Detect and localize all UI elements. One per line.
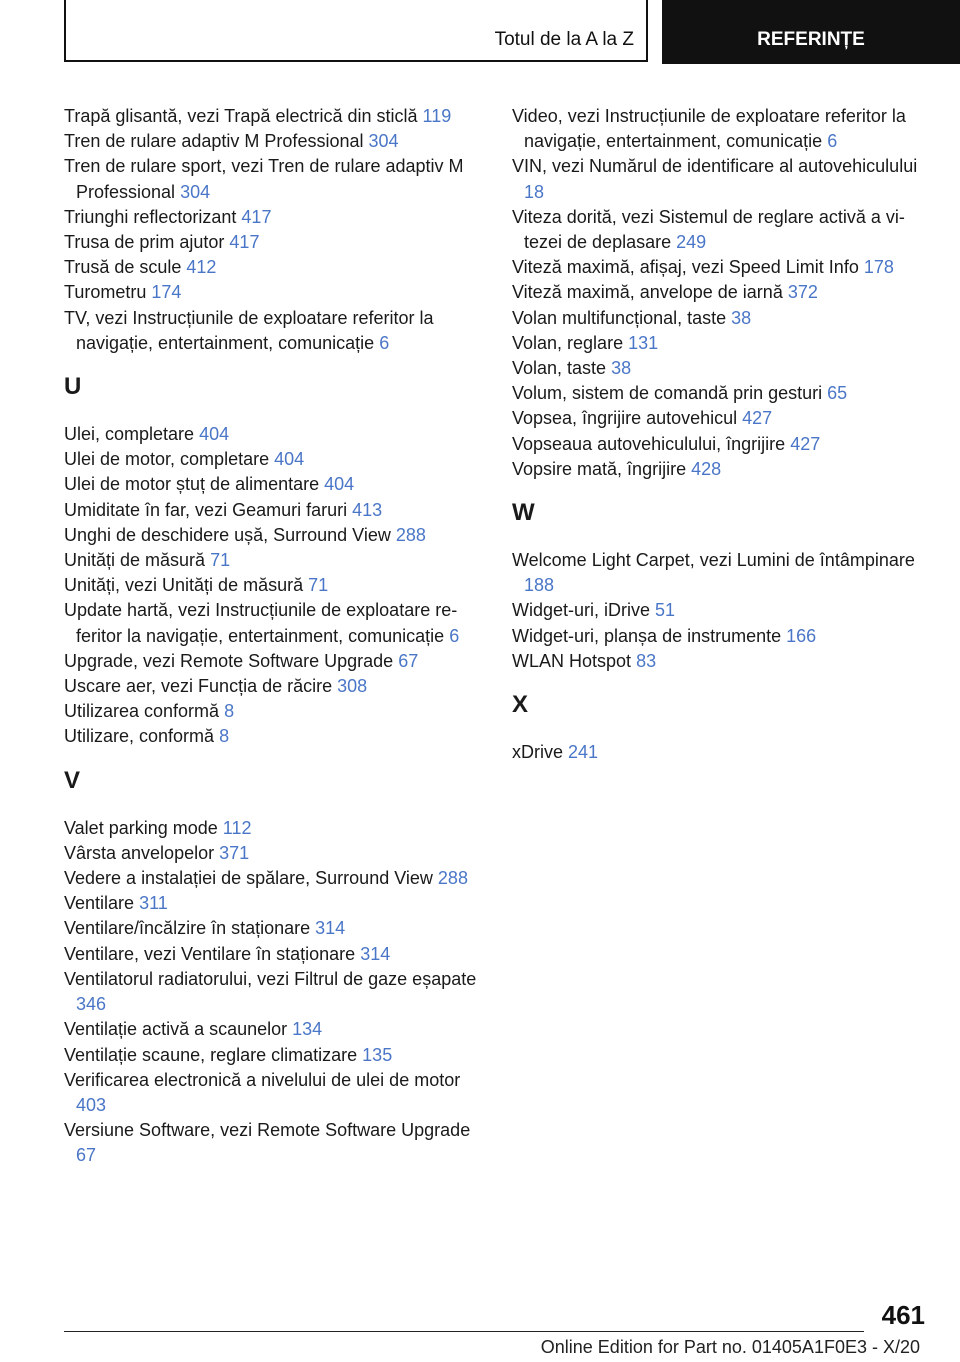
index-entry (64, 104, 478, 129)
index-entry-text: Valet parking mode (64, 817, 218, 838)
page-reference-link[interactable]: 304 (368, 131, 399, 152)
index-entry-text: Vopsea, îngrijire autovehicul (512, 408, 738, 429)
page-reference-link[interactable]: 249 (676, 232, 707, 253)
index-entry (64, 1118, 478, 1168)
page-reference-link[interactable]: 314 (360, 943, 391, 964)
page-reference-link[interactable]: 166 (786, 625, 817, 646)
index-entry (512, 356, 930, 381)
page-reference-link[interactable]: 417 (229, 232, 260, 253)
index-entry (512, 205, 930, 255)
page-reference-link[interactable]: 38 (731, 307, 752, 328)
page-reference-link[interactable]: 371 (219, 842, 250, 863)
page-reference-link[interactable]: 119 (422, 106, 452, 126)
index-entry-text: Ulei, completare (64, 424, 195, 445)
index-entry-text: Ventilare (64, 893, 135, 914)
index-entry-text: Turometru (64, 282, 147, 303)
index-entry-text: Unități, vezi Unități de măsură (64, 575, 304, 596)
page-reference-link[interactable]: 403 (76, 1094, 107, 1115)
index-entry-text: Volan, reglare (512, 332, 624, 353)
footer-divider (64, 1331, 864, 1332)
page-reference-link[interactable]: 6 (379, 332, 390, 353)
page-reference-link[interactable]: 8 (219, 726, 230, 747)
index-entry-text: Umiditate în far, vezi Geamuri faruri (64, 499, 348, 520)
index-entry-text: Welcome Light Carpet, vezi Lumini de întâmpinare (512, 550, 915, 571)
page-reference-link[interactable]: 83 (636, 650, 657, 671)
page-reference-link[interactable]: 428 (691, 458, 722, 479)
index-entry-text: Ventilatorul radiatorului, vezi Filtrul de gaze eșapate (64, 968, 477, 989)
page-reference-link[interactable]: 417 (241, 206, 272, 227)
page-reference-link[interactable]: 6 (827, 131, 838, 152)
index-entry (64, 816, 478, 841)
index-entry (512, 457, 930, 482)
index-entry-text: Ventilare, vezi Ventilare în staționare (64, 943, 356, 964)
index-entry (64, 280, 478, 305)
index-entry (512, 406, 930, 431)
index-entry (64, 916, 478, 941)
index-entry-text: Triunghi reflectorizant (64, 206, 237, 227)
index-entry-text: Versiune Software, vezi Remote Software Upgrade (64, 1120, 471, 1141)
index-entry (512, 548, 930, 598)
index-entry (64, 674, 478, 699)
index-letter-heading: X (512, 691, 529, 719)
index-entry (64, 841, 478, 866)
index-entry (64, 129, 478, 154)
index-entry-text: Video, vezi Instrucțiunile de exploatare referitor la navigație, entertainment, comunicație (512, 106, 906, 152)
index-entry-text: Ulei de motor, completare (64, 449, 270, 470)
index-entry (512, 280, 930, 305)
index-entry-text: Verificarea electronică a nivelului de ulei de motor (64, 1069, 461, 1090)
index-entry-text: Utilizarea conformă (64, 701, 220, 722)
index-entry (512, 255, 930, 280)
index-entry (64, 699, 478, 724)
page-reference-link[interactable]: 288 (437, 868, 468, 889)
index-entry-text: Volan multifuncțional, taste (512, 307, 727, 328)
index-entry-text: Utilizare, conformă (64, 726, 215, 747)
index-entry (512, 598, 930, 623)
index-entry-text: Ventilație scaune, reglare climatizare (64, 1044, 358, 1065)
index-entry (64, 230, 478, 255)
index-entry (64, 598, 478, 648)
page-reference-link[interactable]: 67 (76, 1145, 97, 1166)
edition-footer: Online Edition for Part no. 01405A1F0E3 - X/20 (540, 1337, 920, 1357)
index-entry (64, 523, 478, 548)
index-entry (64, 306, 478, 356)
page-reference-link[interactable]: 241 (568, 742, 599, 763)
index-entry-text: WLAN Hotspot (512, 650, 632, 671)
page-reference-link[interactable]: 314 (315, 918, 346, 939)
page-reference-link[interactable]: 412 (186, 257, 217, 278)
page-reference-link[interactable]: 71 (210, 550, 231, 571)
index-entry-text: Ventilare/încălzire în staționare (64, 918, 311, 939)
page-number: 461 (881, 1300, 925, 1330)
index-entry-text: Viteză maximă, afișaj, vezi Speed Limit Info (512, 257, 859, 278)
index-entry (64, 724, 478, 749)
index-entry (512, 381, 930, 406)
page-reference-link[interactable]: 18 (524, 181, 545, 202)
page-reference-link[interactable]: 404 (199, 424, 230, 445)
index-entry-text: Vopsire mată, îngrijire (512, 458, 687, 479)
index-entry (64, 967, 478, 1017)
index-letter-heading: U (64, 373, 82, 401)
index-entry (512, 624, 930, 649)
index-entry-text: Vopseaua autovehiculului, îngrijire (512, 433, 786, 454)
index-entry (64, 205, 478, 230)
index-column-right (512, 104, 930, 765)
page-reference-link[interactable]: 8 (224, 701, 235, 722)
page-reference-link[interactable]: 404 (274, 449, 305, 470)
chapter-tab[interactable] (64, 0, 648, 62)
index-entry-text: Ulei de motor ștuț de alimentare (64, 474, 320, 495)
index-entry-text: TV, vezi Instrucțiunile de exploatare referitor la navigație, entertainment, comunicație (64, 307, 434, 353)
index-entry-text: Ventilație activă a scaunelor (64, 1019, 288, 1040)
index-entry (512, 331, 930, 356)
page-reference-link[interactable]: 38 (611, 358, 632, 379)
index-letter-heading: V (64, 766, 81, 794)
index-entry-text: Tren de rulare sport, vezi Tren de rulare adaptiv M Professional (64, 156, 464, 202)
page-reference-link[interactable]: 311 (139, 893, 168, 914)
index-entry (512, 432, 930, 457)
index-entry-text: Vârsta anvelopelor (64, 842, 215, 863)
index-entry (64, 255, 478, 280)
index-entry (64, 1017, 478, 1042)
index-entry (64, 447, 478, 472)
index-entry-text: Unghi de deschidere ușă, Surround View (64, 524, 391, 545)
index-column-left (64, 104, 478, 1169)
page-reference-link[interactable]: 134 (292, 1019, 323, 1040)
index-entry-text: Widget-uri, planșa de instrumente (512, 625, 782, 646)
index-entry (512, 154, 930, 204)
index-entry (512, 306, 930, 331)
index-entry-text: Update hartă, vezi Instrucțiunile de exploatare referitor la navigație, entertainment, comunicație (64, 600, 458, 646)
index-entry (64, 942, 478, 967)
index-entry-text: Tren de rulare adaptiv M Professional (64, 131, 364, 152)
index-entry-text: Trapă glisantă, vezi Trapă electrică din sticlă (64, 106, 418, 126)
index-entry (64, 866, 478, 891)
page-reference-link[interactable]: 174 (151, 282, 182, 303)
index-entry-text: Unități de măsură (64, 550, 206, 571)
index-entry (64, 649, 478, 674)
index-entry (512, 740, 930, 765)
index-letter-heading: W (512, 499, 535, 527)
index-entry (64, 1068, 478, 1118)
index-entry-text: xDrive (512, 742, 564, 763)
page-reference-link[interactable]: 413 (352, 499, 383, 520)
chapter-tab-label: Totul de la A la Z (494, 29, 634, 50)
page-reference-link[interactable]: 188 (524, 575, 555, 596)
page-reference-link[interactable]: 346 (76, 994, 107, 1015)
index-entry-text: Viteza dorită, vezi Sistemul de reglare activă a vitezei de deplasare (512, 206, 905, 253)
index-entry-text: Trusa de prim ajutor (64, 232, 225, 253)
index-entry (64, 422, 478, 447)
page-reference-link[interactable]: 71 (308, 575, 329, 596)
index-entry (512, 104, 930, 154)
index-entry-text: Uscare aer, vezi Funcția de răcire (64, 676, 333, 697)
index-entry (64, 472, 478, 497)
index-entry-text: Vedere a instalației de spălare, Surround View (64, 868, 433, 889)
page-reference-link[interactable]: 288 (395, 524, 426, 545)
page-reference-link[interactable]: 131 (628, 332, 659, 353)
index-entry-text: Upgrade, vezi Remote Software Upgrade (64, 650, 394, 671)
index-entry-text: VIN, vezi Numărul de identificare al autovehiculului (512, 156, 918, 177)
index-entry (512, 649, 930, 674)
page-reference-link[interactable]: 178 (863, 257, 894, 278)
index-entry (64, 154, 478, 204)
page-reference-link[interactable]: 112 (222, 817, 252, 838)
page-reference-link[interactable]: 67 (398, 650, 419, 671)
page-reference-link[interactable]: 304 (180, 181, 211, 202)
page-reference-link[interactable]: 6 (449, 625, 460, 646)
index-entry (64, 891, 478, 916)
index-entry (64, 548, 478, 573)
page-reference-link[interactable]: 404 (324, 474, 355, 495)
index-entry-text: Widget-uri, iDrive (512, 600, 651, 621)
section-tab-label: REFERINȚE (757, 29, 865, 50)
index-entry-text: Volum, sistem de comandă prin gesturi (512, 383, 823, 404)
page-reference-link[interactable]: 427 (742, 408, 773, 429)
page-reference-link[interactable]: 427 (790, 433, 821, 454)
index-entry (64, 498, 478, 523)
page-reference-link[interactable]: 308 (337, 676, 368, 697)
index-entry (64, 1043, 478, 1068)
section-tab[interactable] (662, 0, 960, 64)
page-reference-link[interactable]: 372 (787, 282, 818, 303)
page-reference-link[interactable]: 65 (827, 383, 848, 404)
page-reference-link[interactable]: 135 (362, 1044, 393, 1065)
index-entry-text: Viteză maximă, anvelope de iarnă (512, 282, 783, 303)
page-reference-link[interactable]: 51 (655, 600, 676, 621)
index-entry-text: Volan, taste (512, 358, 607, 379)
index-entry-text: Trusă de scule (64, 257, 182, 278)
index-entry (64, 573, 478, 598)
